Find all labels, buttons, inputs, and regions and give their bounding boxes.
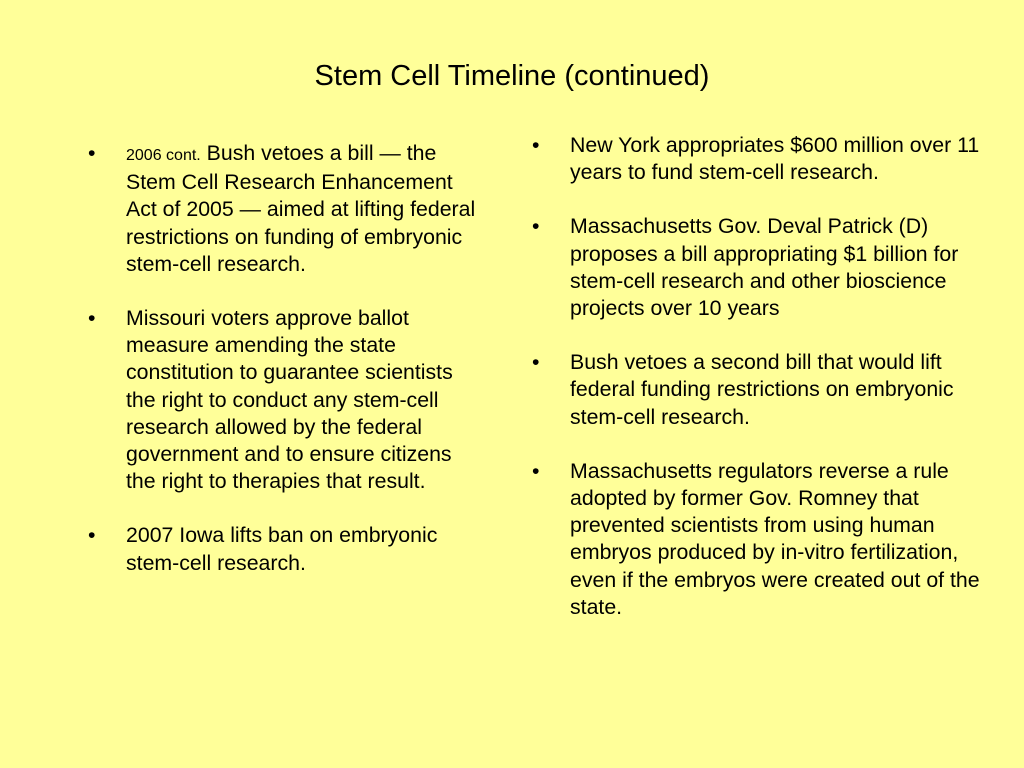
bullet-text: [126, 140, 484, 278]
bullet-item-iowa: [84, 522, 484, 576]
bullet-text: Massachusetts Gov. Deval Patrick (D) proposes a bill appropriating $1 billion for stem-cell research and other bioscience projects over 10 years: [570, 214, 959, 321]
bullet-item-new-york: [528, 132, 988, 186]
bullet-item-massachusetts-bill: [528, 213, 988, 322]
left-bullet-list: [84, 140, 484, 604]
bullet-text: Massachusetts regulators reverse a rule adopted by former Gov. Romney that prevented scientists from using human embryos produced by in-vitro fertilization, even if the embryos were created out of the state.: [570, 458, 980, 619]
bullet-icon: •: [88, 306, 96, 331]
bullet-text: Missouri voters approve ballot measure amending the state constitution to guarantee scientists the right to conduct any stem-cell research allowed by the federal government and to ensure citizens the right to therapies that result.: [126, 306, 453, 494]
bullet-text: New York appropriates $600 million over 11 years to fund stem-cell research.: [570, 133, 980, 185]
bullet-icon: •: [88, 523, 96, 548]
bullet-icon: •: [532, 133, 540, 157]
bullet-icon: •: [532, 214, 540, 239]
right-bullet-list: [528, 132, 988, 648]
bullet-text: Bush vetoes a second bill that would lift federal funding restrictions on embryonic stem-cell research.: [570, 350, 954, 429]
year-prefix: 2006 cont.: [126, 147, 201, 164]
slide-title: Stem Cell Timeline (continued): [314, 60, 710, 92]
bullet-icon: •: [532, 350, 540, 375]
bullet-item-massachusetts-regulators: [528, 458, 988, 621]
bullet-icon: •: [88, 141, 96, 165]
bullet-item-second-veto: [528, 349, 988, 431]
bullet-icon: •: [532, 458, 540, 483]
bullet-item-missouri: [84, 305, 484, 495]
bullet-text: 2007 Iowa lifts ban on embryonic stem-cell research.: [126, 523, 438, 575]
bullet-item-2006-veto: [84, 140, 484, 278]
bullet-body: Bush vetoes a bill — the Stem Cell Research Enhancement Act of 2005 — aimed at lifting federal restrictions on funding of embryonic stem-cell research.: [126, 141, 476, 276]
